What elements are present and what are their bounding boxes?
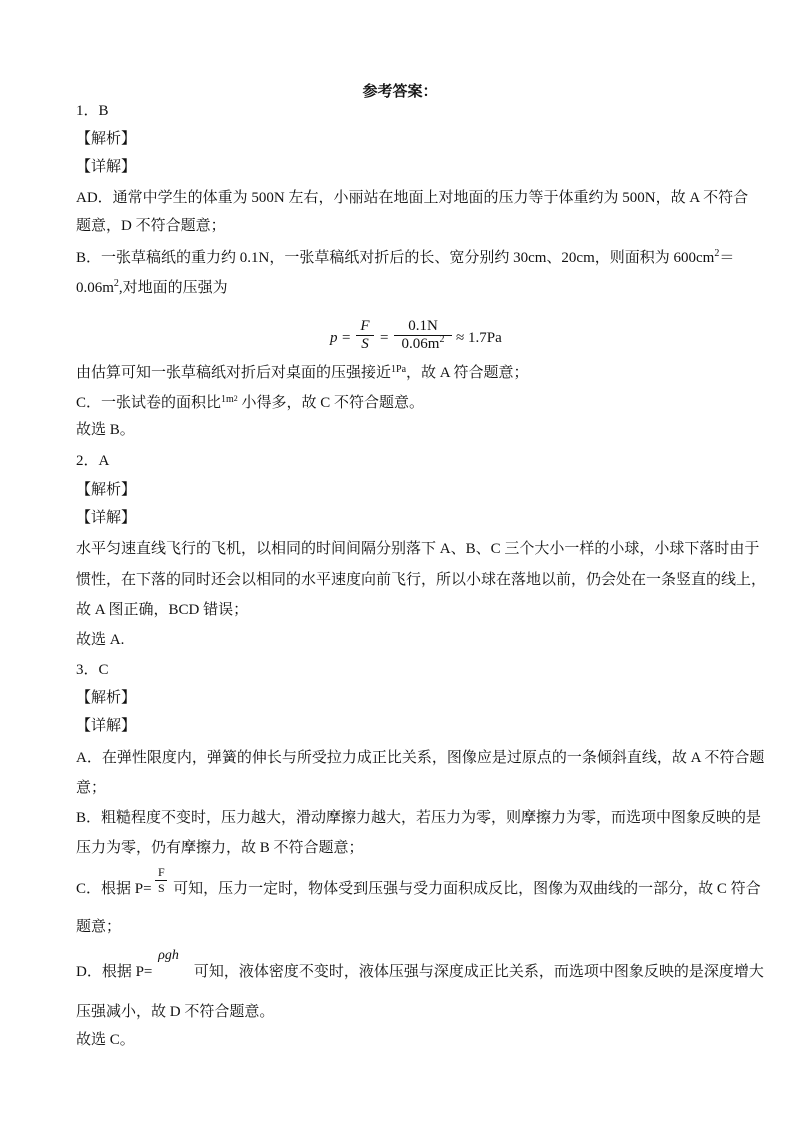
- q3-text-line: 题意；: [76, 919, 122, 935]
- formula-denominator: $0.06m^2$: [401, 334, 445, 352]
- q3-answer: 3．C: [76, 662, 109, 678]
- formula-result: ≈ 1.7Pa: [456, 330, 502, 346]
- q1-detail-label: 【详解】: [76, 159, 137, 175]
- formula-p: p: [330, 330, 338, 346]
- q3-text-line: B．粗糙程度不变时，压力越大，滑动摩擦力越大，若压力为零，则摩擦力为零，而选项中图象反映的是: [76, 810, 762, 826]
- q3-final-answer: 故选 C。: [76, 1032, 135, 1048]
- formula-numerator: 0.1N: [394, 318, 452, 336]
- q3-option-c-end: 可知，压力一定时，物体受到压强与受力面积成反比，图像为双曲线的一部分，故 C 符合: [173, 881, 761, 897]
- q3-detail-label: 【详解】: [76, 718, 137, 734]
- q1-text-line: 题意，D 不符合题意；: [76, 218, 226, 234]
- q1-text-line: AD．通常中学生的体重为 500N 左右，小丽站在地面上对地面的压力等于体重约为 500N，故 A 不符合: [76, 190, 749, 206]
- q1-answer: 1．B: [76, 103, 109, 119]
- q3-rho-g-h: ρgh: [158, 948, 179, 963]
- q1-analysis-label: 【解析】: [76, 131, 137, 147]
- q2-text-line: 水平匀速直线飞行的飞机，以相同的时间间隔分别落下 A、B、C 三个大小一样的小球，小球下落时由于: [76, 541, 760, 557]
- q3-option-d-end: 可知，液体密度不变时，液体压强与深度成正比关系，而选项中图象反映的是深度增大: [193, 964, 764, 980]
- q3-text-line: A．在弹性限度内，弹簧的伸长与所受拉力成正比关系，图像应是过原点的一条倾斜直线，故 A 不符合题: [76, 750, 765, 766]
- q2-answer: 2．A: [76, 453, 110, 469]
- q2-text-line: 故 A 图正确，BCD 错误；: [76, 602, 249, 618]
- q1-equals: ＝: [719, 250, 735, 266]
- q1-text-line: $0.06m^2$,对地面的压强为: [76, 278, 228, 296]
- formula-F: F: [356, 318, 374, 336]
- q1-option-c-text: C．一张试卷的面积比: [76, 395, 222, 411]
- q1-final-answer: 故选 B。: [76, 422, 135, 438]
- q1-text-line: B．一张草稿纸的重力约 0.1N，一张草稿纸对折后的长、宽分别约 30cm、20cm，则面积为 $600cm^2=$: [76, 248, 735, 266]
- q1-text-line: [76, 360, 529, 383]
- q3-S: S: [157, 881, 165, 895]
- q3-option-d-line: [76, 948, 764, 982]
- q1-text-line: C．一张试卷的面积比$^{1m2}$ 小得多，故 C 不符合题意。: [76, 394, 425, 411]
- q3-analysis-label: 【解析】: [76, 690, 137, 706]
- q1-option-c-end: 小得多，故 C 不符合题意。: [237, 395, 425, 411]
- q1-conclusion-a: ，故 A 符合题意；: [406, 365, 529, 381]
- q3-f-over-s: [155, 865, 167, 896]
- q1-estimate-text: 由估算可知一张草稿纸对折后对桌面的压强接近: [76, 365, 392, 381]
- q1-area-m2: 0.06m: [76, 280, 114, 296]
- q3-text-line: 压力为零，仍有摩擦力，故 B 不符合题意；: [76, 840, 364, 856]
- q3-option-d-start: D．根据 P=: [76, 964, 153, 980]
- q1-m2-inline: 1m: [221, 394, 234, 405]
- q2-text-line: 惯性，在下落的同时还会以相同的水平速度向前飞行，所以小球在落地以前，仍会处在一条竖直的线上，: [76, 572, 767, 588]
- q3-option-c-start: C．根据 P=: [76, 881, 152, 897]
- formula-value-fraction: [394, 318, 452, 353]
- q3-text-line: 压强减小，故 D 不符合题意。: [76, 1004, 275, 1020]
- q3-text-line: 意；: [76, 780, 107, 796]
- formula-f-over-s: [356, 318, 374, 353]
- page-title: 参考答案：: [362, 84, 438, 100]
- q1-pa-inline: 1Pa: [391, 364, 407, 375]
- q2-final-answer: 故选 A.: [76, 632, 125, 648]
- formula-S: S: [361, 336, 369, 352]
- q2-analysis-label: 【解析】: [76, 482, 137, 498]
- q1-pressure-intro: ,对地面的压强为: [118, 280, 228, 296]
- pressure-formula: p = $\frac{F}{S}$ = $\frac{0.1N}{0.06m^2}$ ≈ 1.7Pa: [330, 318, 502, 352]
- q3-F: F: [155, 865, 167, 881]
- q3-option-c-line: [76, 865, 761, 899]
- q2-detail-label: 【详解】: [76, 510, 137, 526]
- q1-area-text: B．一张草稿纸的重力约 0.1N，一张草稿纸对折后的长、宽分别约 30cm、20cm，则面积为 600cm: [76, 250, 715, 266]
